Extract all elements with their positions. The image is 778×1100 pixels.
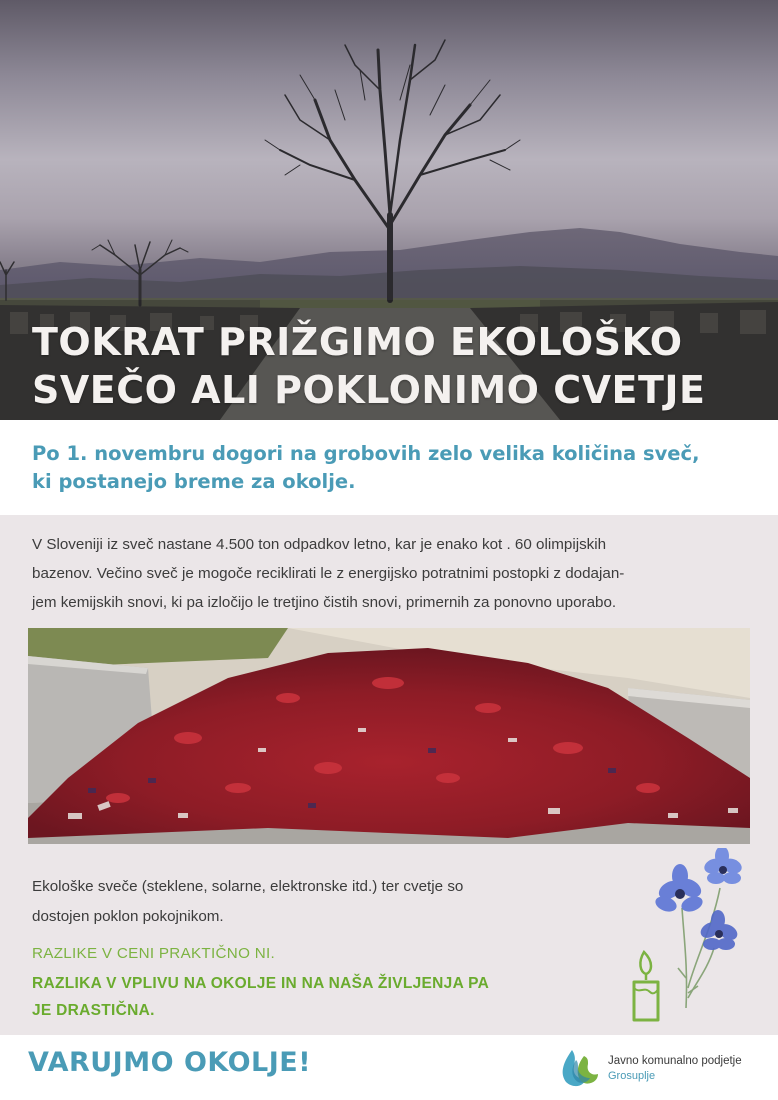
paragraph-line: Ekološke sveče (steklene, solarne, elektronske itd.) ter cvetje so [32, 878, 464, 895]
title-line-1: TOKRAT PRIŽGIMO EKOLOŠKO [32, 320, 683, 364]
candle-flower-illustration [622, 848, 762, 1028]
paragraph-line: V Sloveniji iz sveč nastane 4.500 ton odpadkov letno, kar je enako kot . 60 olimpijskih [32, 536, 607, 553]
title-line-2: SVEČO ALI POKLONIMO CVETJE [32, 368, 706, 412]
footer-slogan: VARUJMO OKOLJE! [28, 1047, 312, 1078]
flower-icon [698, 910, 740, 950]
lead-subtitle [32, 440, 752, 496]
company-logo-icon [558, 1046, 604, 1090]
subtitle-line-1: Po 1. novembru dogori na grobovih zelo velika količina sveč, [32, 442, 700, 465]
paragraph-line: jem kemijskih snovi, ki pa izločijo le tretjino čistih snovi, primernih za ponovno uporabo. [32, 594, 617, 611]
paragraph-line: dostojen poklon pokojnikom. [32, 908, 224, 925]
environment-note-line-2: JE DRASTIČNA. [32, 1002, 155, 1019]
candle-pile-illustration [28, 628, 750, 844]
intro-paragraph [32, 530, 757, 617]
candle-waste-photo [28, 628, 750, 844]
company-name: Javno komunalno podjetje [608, 1055, 742, 1067]
price-note: RAZLIKE V CENI PRAKTIČNO NI. [32, 945, 276, 962]
hero-photo [0, 0, 778, 420]
subtitle-line-2: ki postanejo breme za okolje. [32, 470, 356, 493]
flower-icon [702, 848, 744, 884]
eco-candles-paragraph [32, 872, 572, 932]
flower-icon [653, 864, 704, 914]
company-logo [558, 1046, 768, 1090]
environment-note-line-1: RAZLIKA V VPLIVU NA OKOLJE IN NA NAŠA ŽIVLJENJA PA [32, 975, 490, 992]
page-title [32, 318, 752, 414]
company-city: Grosuplje [608, 1070, 656, 1082]
environment-note [32, 970, 592, 1024]
paragraph-line: bazenov. Večino sveč je mogoče reciklirati le z energijsko potratnimi postopki z dodajan- [32, 565, 625, 582]
candle-icon [634, 952, 658, 1020]
